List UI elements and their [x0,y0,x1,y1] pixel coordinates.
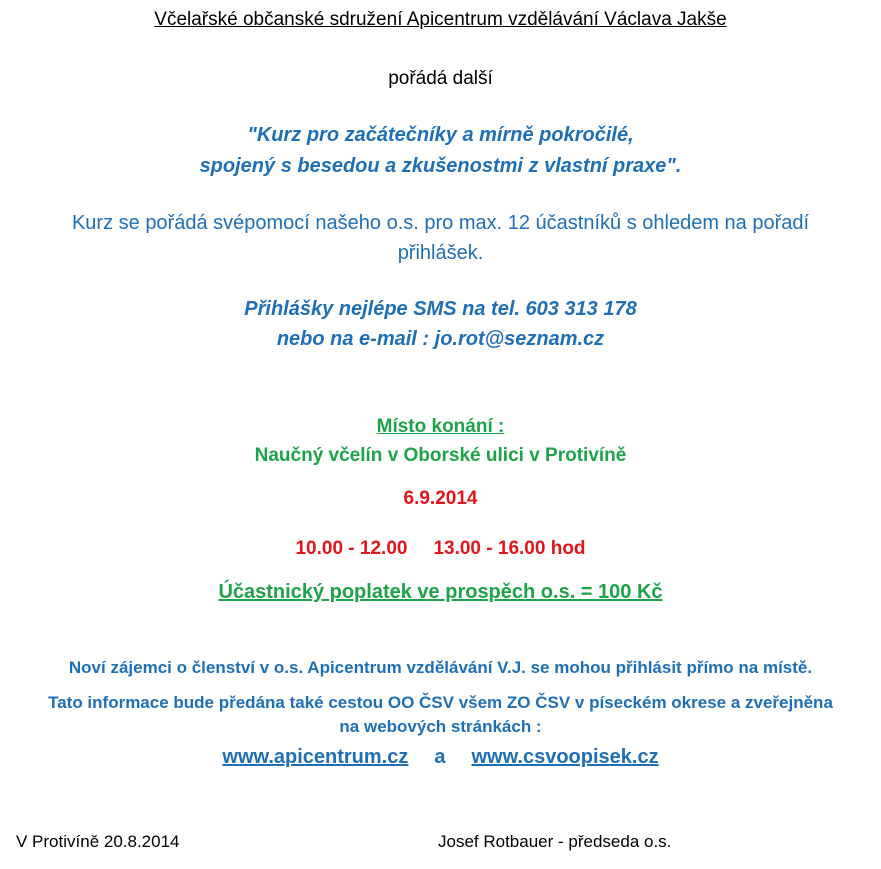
event-time-afternoon: 13.00 - 16.00 hod [433,538,586,559]
event-date: 6.9.2014 [403,488,478,509]
event-times [0,538,881,560]
participation-fee: Účastnický poplatek ve prospěch o.s. = 100 Kč [218,581,663,603]
website-links [0,746,881,769]
intro-text: pořádá další [388,68,493,89]
venue-heading: Místo konání : [376,416,505,437]
organization-title: Včelařské občanské sdružení Apicentrum vzdělávání Václava Jakše [154,9,727,30]
course-info-line-1: Kurz se pořádá svépomocí našeho o.s. pro max. 12 účastníků s ohledem na pořadí [71,212,810,234]
contact-phone: Přihlášky nejlépe SMS na tel. 603 313 178 [244,298,637,320]
apicentrum-link[interactable]: www.apicentrum.cz [222,746,409,768]
course-info-line-2: přihlášek. [397,242,484,264]
contact-email: nebo na e-mail : jo.rot@seznam.cz [276,328,605,350]
links-conjunction: a [434,746,446,768]
course-title-line-1: "Kurz pro začátečníky a mírně pokročilé, [247,124,634,146]
footer-membership-note: Noví zájemci o členství v o.s. Apicentrum vzdělávání V.J. se mohou přihlásit přímo na místě. [68,658,813,677]
footer-distribution-note: Tato informace bude předána také cestou OO ČSV všem ZO ČSV v píseckém okrese a zveřejněna [48,693,833,712]
course-title-line-2: spojený s besedou a zkušenostmi z vlastní praxe". [199,155,682,177]
place-and-date: V Protivíně 20.8.2014 [16,832,180,851]
event-time-morning: 10.00 - 12.00 [295,538,408,559]
footer-websites-label: na webových stránkách : [339,717,542,736]
signature-author: Josef Rotbauer - předseda o.s. [438,832,672,851]
venue-place: Naučný včelín v Oborské ulici v Protivíně [254,445,627,466]
csvoopisek-link[interactable]: www.csvoopisek.cz [471,746,659,768]
